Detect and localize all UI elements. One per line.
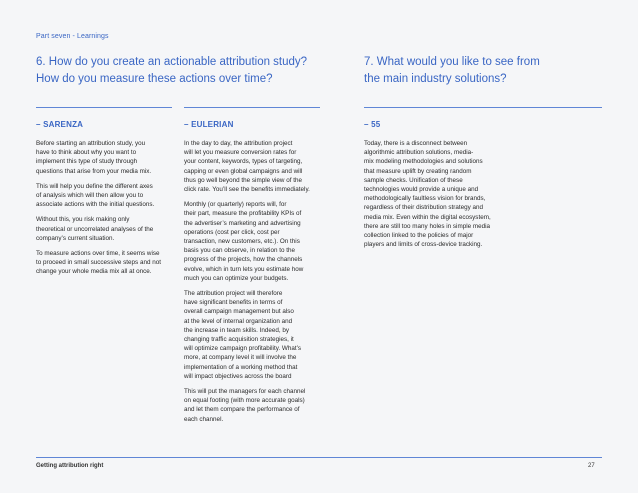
text-line: operations (cost per click, cost per bbox=[184, 228, 280, 236]
text-line: to proceed in small successive steps and not bbox=[36, 259, 161, 267]
text-line: implementation of a working method that bbox=[184, 363, 298, 371]
text-line: change your whole media mix all at once. bbox=[36, 268, 152, 276]
text-line: To measure actions over time, it seems wise bbox=[36, 250, 160, 258]
text-line: collection linked to the policies of major bbox=[364, 232, 474, 240]
text-line: the increase in team skills. Indeed, by bbox=[184, 326, 290, 334]
column-heading: – 55 bbox=[364, 120, 381, 129]
text-line: This will help you define the different axes bbox=[36, 182, 153, 190]
text-line: there are still too many holes in simple media bbox=[364, 222, 490, 230]
text-line: implement this type of study through bbox=[36, 158, 138, 166]
text-line: This will put the managers for each channel bbox=[184, 388, 306, 396]
text-line: mix modeling methodologies and solutions bbox=[364, 158, 483, 166]
paragraph bbox=[184, 139, 324, 194]
column-heading: – EULERIAN bbox=[184, 120, 234, 129]
text-line: changing traffic acquisition strategies, it bbox=[184, 336, 294, 344]
column-heading: – SARENZA bbox=[36, 120, 84, 129]
divider-sarenza bbox=[36, 107, 172, 108]
text-line: Monthly (or quarterly) reports will, for bbox=[184, 201, 287, 209]
text-line: In the day to day, the attribution project bbox=[184, 140, 293, 147]
text-line: more, at company level it will involve the bbox=[184, 354, 297, 362]
text-line: sample checks. Unification of these bbox=[364, 176, 463, 184]
question-6-line-2: How do you measure these actions over time? bbox=[36, 73, 273, 85]
footer-divider bbox=[36, 457, 602, 458]
text-line: each channel. bbox=[184, 415, 224, 423]
text-line: The attribution project will therefore bbox=[184, 290, 283, 298]
paragraph bbox=[184, 289, 324, 381]
text-line: will impact objectives across the board bbox=[184, 372, 292, 380]
text-line: methodologically faultless vision for brands, bbox=[364, 195, 486, 203]
paragraph bbox=[184, 387, 324, 424]
text-line: associate actions with the initial questions. bbox=[36, 201, 155, 209]
text-line: company’s current situation. bbox=[36, 234, 115, 242]
section-label: Part seven - Learnings bbox=[36, 33, 109, 40]
text-line: have to think about why you want to bbox=[36, 149, 137, 157]
text-line: have significant benefits in terms of bbox=[184, 299, 283, 307]
text-line: their part, measure the profitability KPIs of bbox=[184, 210, 302, 218]
question-6-line-1: 6. How do you create an actionable attribution study? bbox=[36, 56, 308, 68]
paragraph bbox=[36, 249, 176, 277]
text-line: at the level of internal organization and bbox=[184, 317, 293, 325]
question-7-line-2: the main industry solutions? bbox=[364, 73, 507, 85]
text-line: Today, there is a disconnect between bbox=[364, 140, 468, 147]
text-line: on equal footing (with more accurate goals) bbox=[184, 397, 305, 405]
text-line: and let them compare the performance of bbox=[184, 406, 300, 414]
text-line: theoretical or uncorrelated analyses of the bbox=[36, 225, 154, 233]
text-line: thus go well beyond the simple view of the bbox=[184, 176, 302, 184]
text-line: media mix. Even within the digital ecosystem, bbox=[364, 213, 491, 221]
paragraph bbox=[364, 139, 514, 249]
text-line: that measure uplift by creating random bbox=[364, 167, 472, 175]
text-line: basis you can observe, in relation to the bbox=[184, 247, 295, 255]
divider-55 bbox=[364, 107, 602, 108]
question-6-title bbox=[36, 54, 336, 88]
text-line: evolve, which in turn lets you estimate how bbox=[184, 265, 304, 273]
text-line: transaction, new customers, etc.). On this bbox=[184, 238, 300, 246]
column-sarenza bbox=[36, 120, 176, 283]
text-line: technologies would provide a unique and bbox=[364, 186, 479, 194]
question-7-title bbox=[364, 54, 604, 88]
divider-eulerian bbox=[184, 107, 320, 108]
paragraph bbox=[36, 139, 176, 176]
text-line: players and limits of cross-device tracking. bbox=[364, 241, 483, 249]
text-line: click rate. You’ll see the benefits immediately. bbox=[184, 186, 310, 194]
text-line: will let you measure conversion rates for bbox=[184, 149, 297, 157]
text-line: capping or even global campaigns and will bbox=[184, 167, 303, 175]
text-line: questions that arise from your media mix. bbox=[36, 167, 152, 175]
column-55 bbox=[364, 120, 514, 255]
text-line: regardless of their distribution strategy and bbox=[364, 204, 484, 212]
paragraph bbox=[36, 215, 176, 243]
paragraph bbox=[184, 200, 324, 283]
text-line: progress of the projects, how the channels bbox=[184, 256, 303, 264]
page-number: 27 bbox=[588, 463, 595, 469]
text-line: Without this, you risk making only bbox=[36, 216, 130, 224]
text-line: overall campaign management but also bbox=[184, 308, 294, 316]
text-line: your content, keywords, types of targeting, bbox=[184, 158, 303, 166]
text-line: the advertiser’s marketing and advertising bbox=[184, 219, 301, 227]
text-line: algorithmic attribution solutions, media- bbox=[364, 149, 474, 157]
question-7-line-1: 7. What would you like to see from bbox=[364, 56, 540, 68]
text-line: of analysis which will then allow you to bbox=[36, 192, 144, 200]
text-line: much you can optimize your budgets. bbox=[184, 274, 289, 282]
text-line: Before starting an attribution study, you bbox=[36, 140, 146, 147]
footer-title: Getting attribution right bbox=[36, 463, 104, 469]
paragraph bbox=[36, 182, 176, 210]
text-line: will optimize campaign profitability. What’s bbox=[184, 345, 302, 353]
column-eulerian bbox=[184, 120, 324, 430]
